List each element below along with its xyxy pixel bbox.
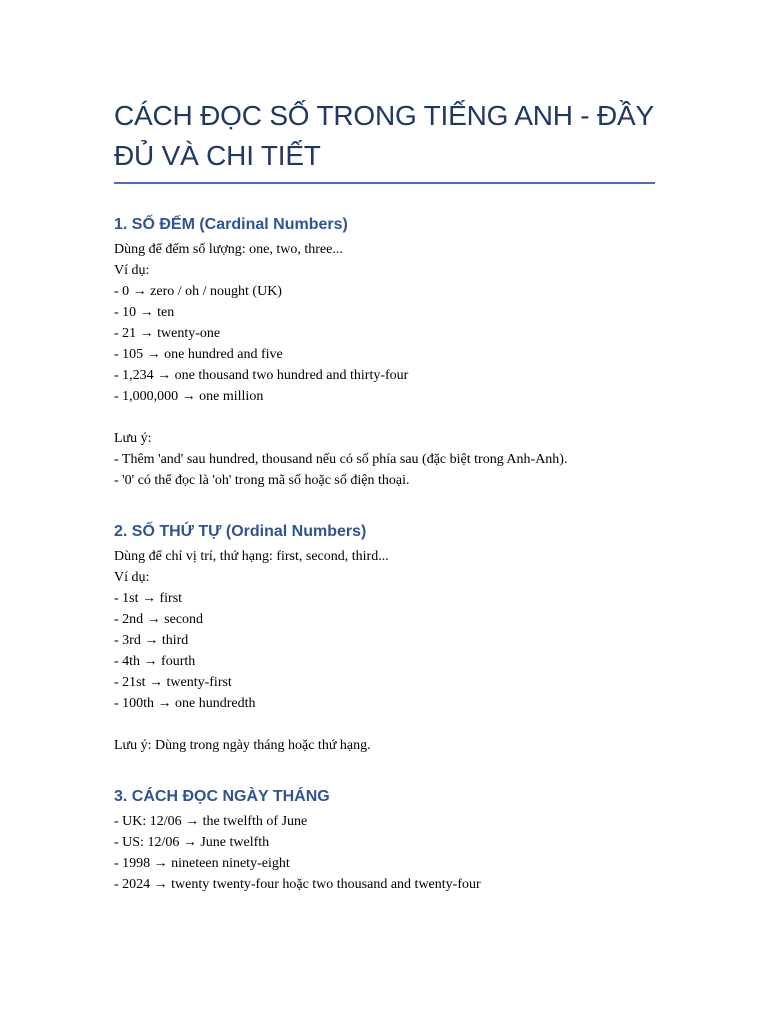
- example-line: - 1998 → nineteen ninety-eight: [114, 856, 290, 871]
- example-line: - 0 → zero / oh / nought (UK): [114, 284, 282, 299]
- example-line: - 105 → one hundred and five: [114, 347, 283, 362]
- section-ordinal-numbers: [114, 521, 655, 756]
- example-line: - 4th → fourth: [114, 654, 196, 669]
- paragraph-spacer: [114, 407, 655, 428]
- paragraph-spacer: [114, 714, 655, 735]
- example-line: - 21st → twenty-first: [114, 675, 232, 690]
- example-line: - 2024 → twenty twenty-four hoặc two thousand and twenty-four: [114, 877, 481, 892]
- example-line: - 21 → twenty-one: [114, 326, 221, 341]
- note-line: Lưu ý: Dùng trong ngày tháng hoặc thứ hạng.: [114, 738, 371, 753]
- example-line: - US: 12/06 → June twelfth: [114, 835, 270, 850]
- body-line: Dùng để đếm số lượng: one, two, three...: [114, 242, 343, 257]
- note-line: - Thêm 'and' sau hundred, thousand nếu có số phía sau (đặc biệt trong Anh-Anh).: [114, 452, 568, 467]
- body-line: Dùng để chỉ vị trí, thứ hạng: first, second, third...: [114, 549, 389, 564]
- body-line: Ví dụ:: [114, 570, 150, 585]
- section-heading: 3. CÁCH ĐỌC NGÀY THÁNG: [114, 788, 330, 805]
- example-line: - 1,234 → one thousand two hundred and thirty-four: [114, 368, 409, 383]
- example-line: - 10 → ten: [114, 305, 175, 320]
- example-line: - 100th → one hundredth: [114, 696, 256, 711]
- section-body: [114, 546, 655, 756]
- example-line: - 2nd → second: [114, 612, 204, 627]
- example-line: - 3rd → third: [114, 633, 189, 648]
- example-line: - 1,000,000 → one million: [114, 389, 264, 404]
- example-line: - UK: 12/06 → the twelfth of June: [114, 814, 308, 829]
- section-reading-dates: [114, 786, 655, 895]
- document-page: [114, 96, 655, 895]
- section-heading: 1. SỐ ĐẾM (Cardinal Numbers): [114, 216, 348, 233]
- section-body: [114, 239, 655, 491]
- document-title: CÁCH ĐỌC SỐ TRONG TIẾNG ANH - ĐẦY ĐỦ VÀ CHI TIẾT: [114, 100, 654, 171]
- example-line: - 1st → first: [114, 591, 183, 606]
- section-cardinal-numbers: [114, 214, 655, 491]
- note-line: Lưu ý:: [114, 431, 152, 446]
- title-divider: [114, 182, 655, 184]
- section-heading: 2. SỐ THỨ TỰ (Ordinal Numbers): [114, 523, 367, 540]
- note-line: - '0' có thể đọc là 'oh' trong mã số hoặc số điện thoại.: [114, 473, 410, 488]
- section-body: [114, 811, 655, 895]
- body-line: Ví dụ:: [114, 263, 150, 278]
